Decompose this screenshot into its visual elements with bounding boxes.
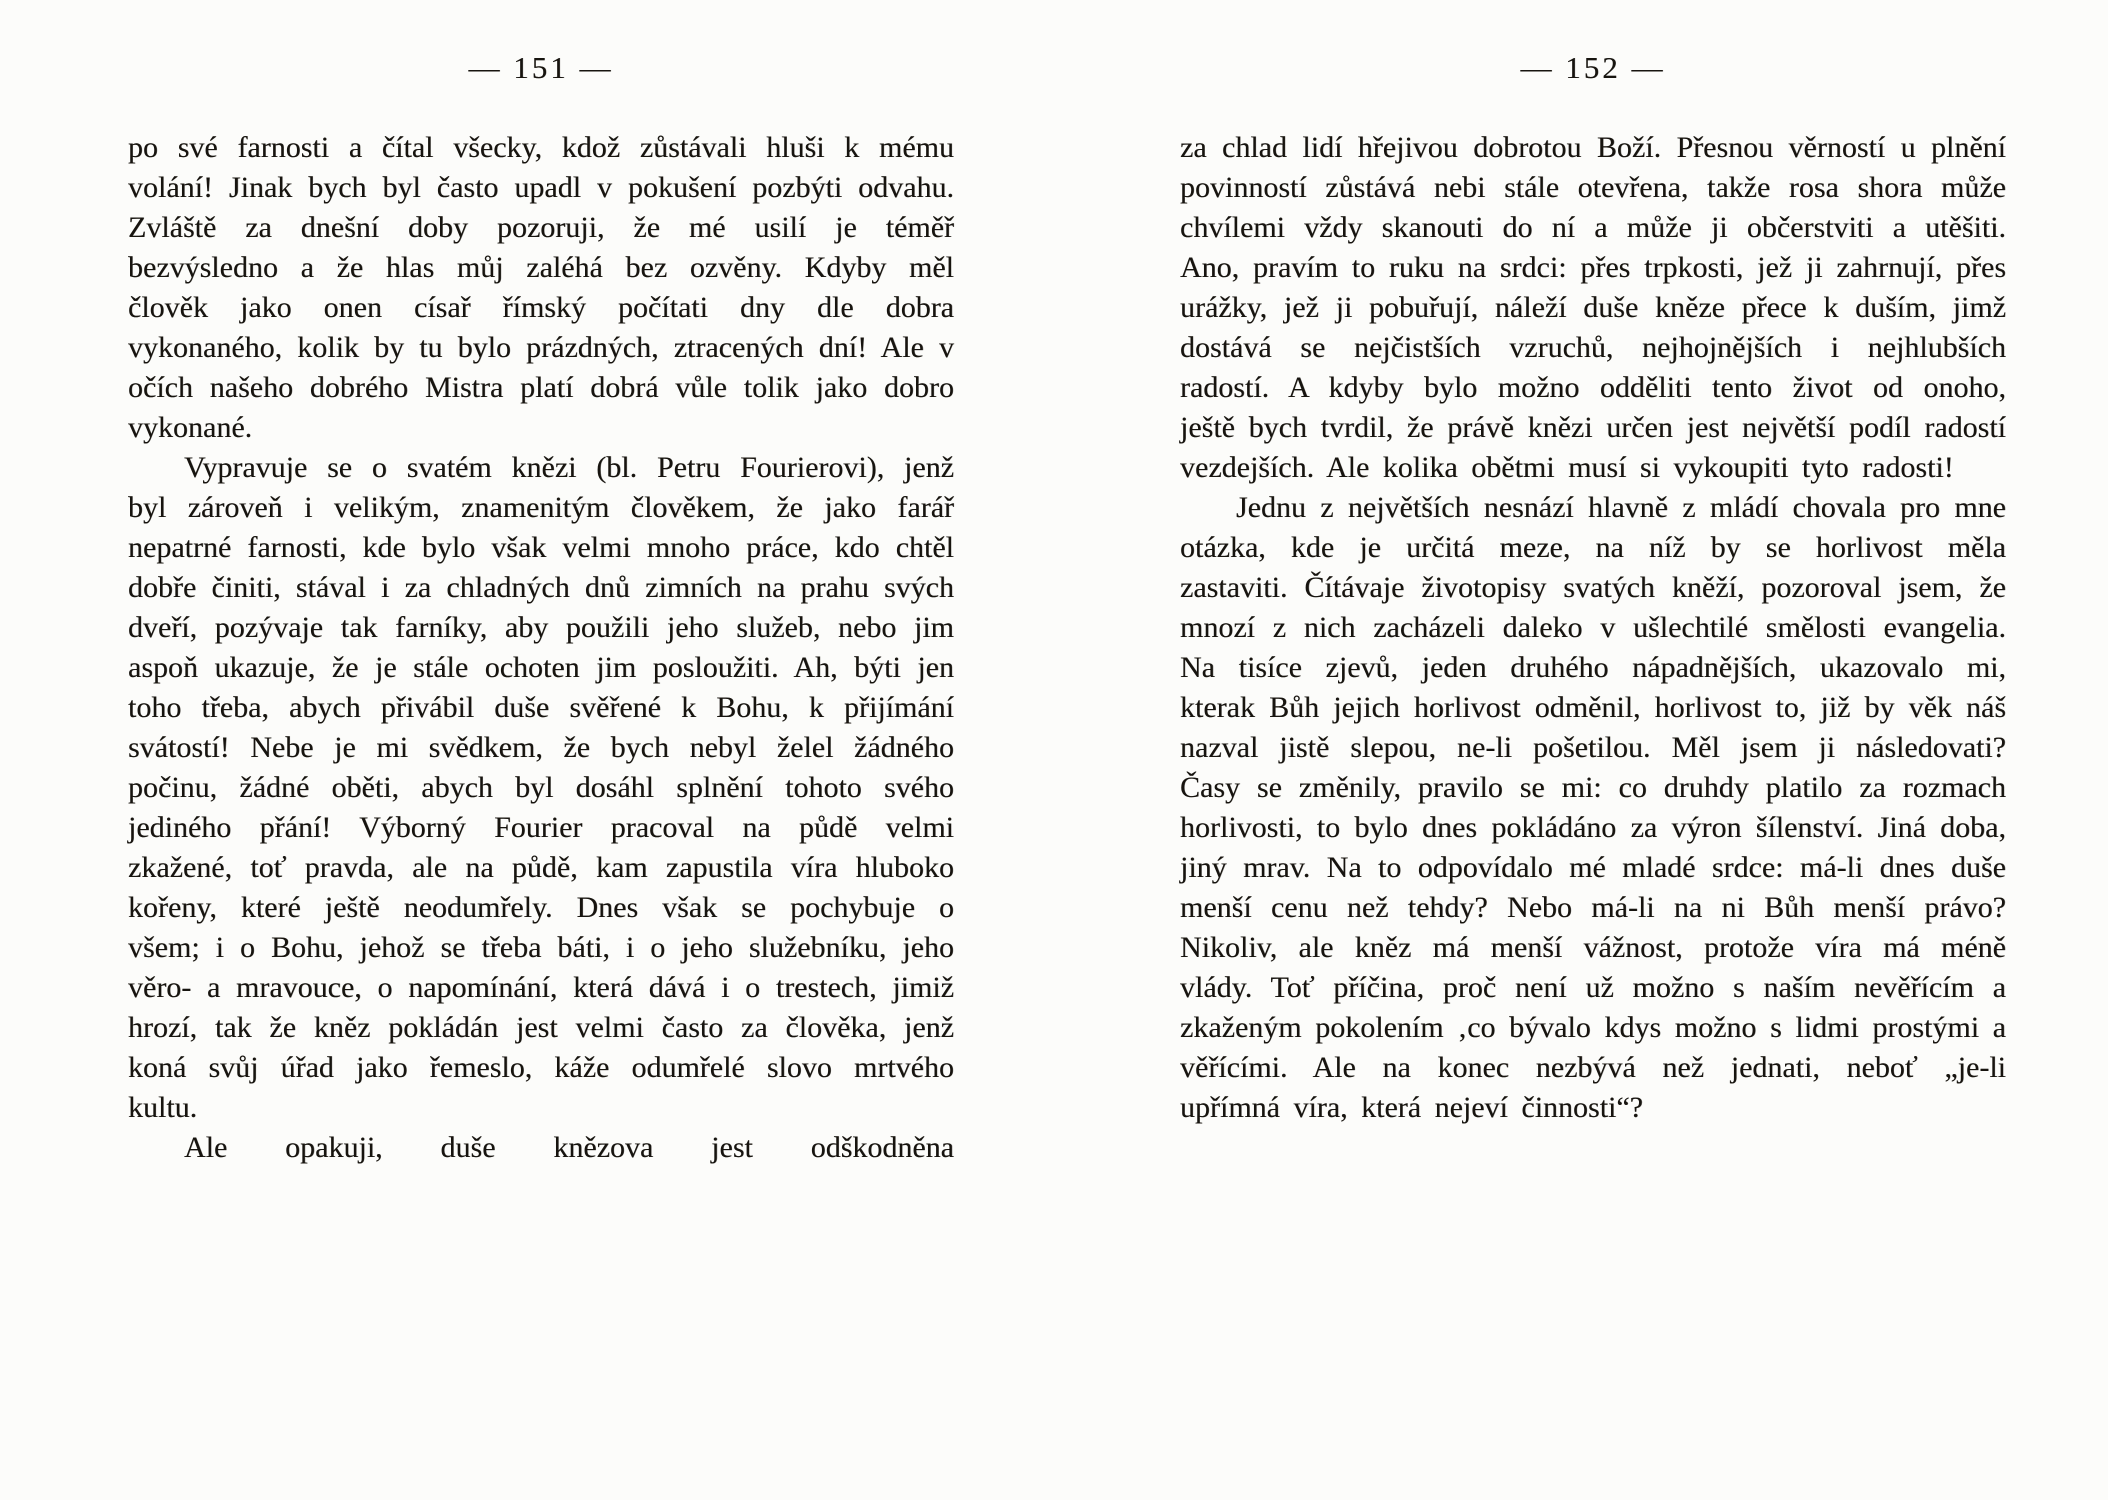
paragraph: po své farnosti a čítal všecky, kdož zůstávali hluši k mému volání! Jinak bych byl často upadl v pokušení pozbýti odvahu. Zvláště za dnešní doby pozoruji, že mé usilí je téměř bezvýsledno a že hlas můj zaléhá bez ozvěny. Kdyby měl člověk jako onen císař římský počítati dny dle dobra vykonaného, kolik by tu bylo prázdných, ztracených dní! Ale v očích našeho dobrého Mistra platí dobrá vůle tolik jako dobro vykonané. <box>128 131 954 444</box>
paragraph: za chlad lidí hřejivou dobrotou Boží. Přesnou věrností u plnění povinností zůstává nebi stále otevřena, takže rosa shora může chvílemi vždy skanouti do ní a může ji občerstviti a utěšiti. Ano, pravím to ruku na srdci: přes trpkosti, jež ji zahrnují, přes urážky, jež ji pobuřují, náleží duše kněze přece k duším, jimž dostává se nejčistších vzruchů, nejhojnějších i nejhlubších radostí. A kdyby bylo možno odděliti tento život od onoho, ještě bych tvrdil, že právě knězi určen jest největší podíl radostí vezdejších. Ale kolika obětmi musí si vykoupiti tyto radosti! <box>1180 131 2006 484</box>
paragraph: Jednu z největších nesnází hlavně z mládí chovala pro mne otázka, kde je určitá meze, na níž by se horlivost měla zastaviti. Čítávaje životopisy svatých kněží, pozoroval jsem, že mnozí z nich zacházeli daleko v ušlechtilé smělosti evangelia. Na tisíce zjevů, jeden druhého nápadnějších, ukazovalo mi, kterak Bůh jejich horlivost odměnil, horlivost to, již by věk náš nazval jistě slepou, ne-li pošetilou. Měl jsem ji následovati? Časy se změnily, pravilo se mi: co druhdy platilo za rozmach horlivosti, to bylo dnes pokládáno za výron šílenství. Jiná doba, jiný mrav. Na to odpovídalo mé mladé srdce: má-li dnes duše menší cenu než tehdy? Nebo má-li na ni Bůh menší právo? Nikoliv, ale kněz má menší vážnost, protože víra má méně vlády. Toť příčina, proč není už možno s naším nevěřícím a zkaženým pokolením ‚co bývalo kdys možno s lidmi prostými a věřícími. Ale na konec nezbývá než jednati, neboť „je-li upřímná víra, která nejeví činnosti“? <box>1180 491 2006 1124</box>
page-number-left: — 151 — <box>468 50 614 85</box>
paragraph: Vypravuje se o svatém knězi (bl. Petru Fourierovi), jenž byl zároveň i velikým, znamenitým člověkem, že jako farář nepatrné farnosti, kde bylo však velmi mnoho práce, kdo chtěl dobře činiti, stával i za chladných dnů zimních na prahu svých dveří, pozývaje tak farníky, aby použili jeho služeb, nebo jim aspoň ukazuje, že je stále ochoten jim posloužiti. Ah, býti jen toho třeba, abych přivábil duše svěřené k Bohu, k přijímání svátostí! Nebe je mi svědkem, že bych nebyl želel žádného počinu, žádné oběti, abych byl dosáhl splnění tohoto svého jediného přání! Výborný Fourier pracoval na půdě velmi zkažené, toť pravda, ale na půdě, kam zapustila víra hluboko kořeny, které ještě neodumřely. Dnes však se pochybuje o všem; i o Bohu, jehož se třeba báti, i o jeho služebníku, jeho věro- a mravouce, o napomínání, která dává i o trestech, jimiž hrozí, tak že kněz pokládán jest velmi často za člověka, jenž koná svůj úřad jako řemeslo, káže odumřelé slovo mrtvého kultu. <box>128 451 954 1124</box>
page-left-text-block <box>128 128 954 1168</box>
page-right <box>1054 0 2108 1500</box>
paragraph: Ale opakuji, duše knězova jest odškodněna <box>184 1131 954 1164</box>
page-right-text-block <box>1180 128 2006 1128</box>
page-number-right: — 152 — <box>1520 50 1666 85</box>
